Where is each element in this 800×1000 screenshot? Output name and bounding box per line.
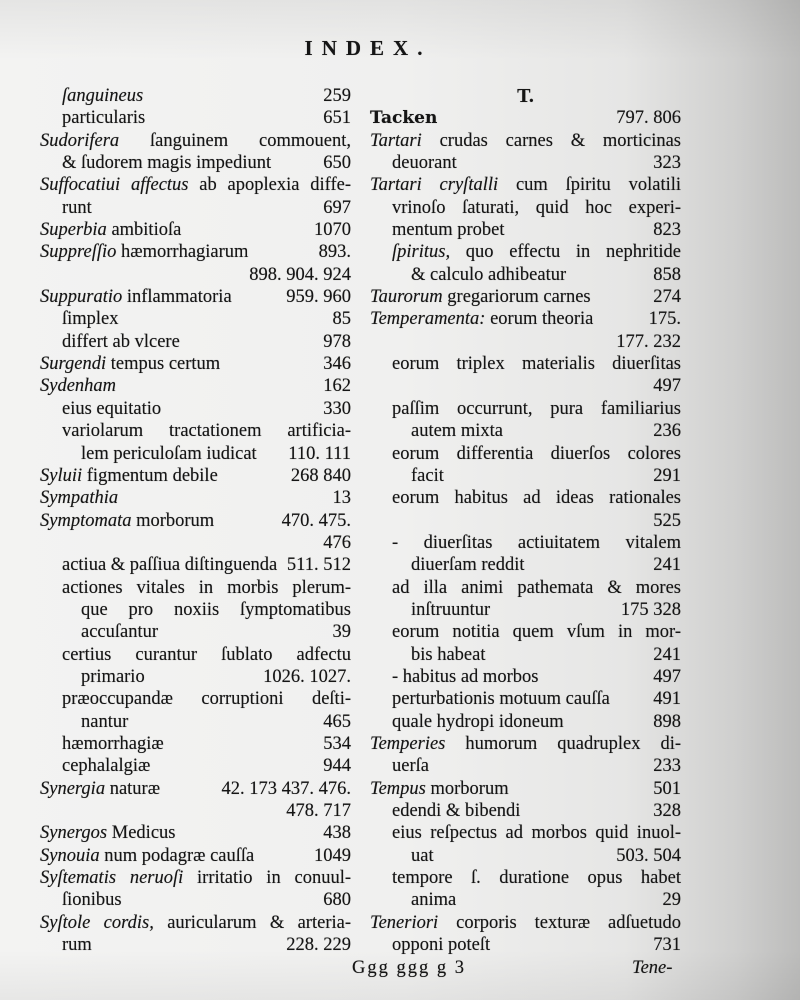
index-text: eorum habitus ad ideas rationales: [392, 488, 681, 509]
index-text: quo effectu in nephritide: [465, 242, 681, 263]
page-reference: 175 328: [620, 599, 681, 620]
page-reference: 162: [323, 376, 351, 397]
index-line: [40, 443, 351, 465]
index-text: eorum notitia quem vſum in mor-: [392, 622, 681, 643]
index-text: hæmorrhagiarum: [121, 242, 249, 263]
index-line: [370, 219, 681, 241]
index-line-wording: [40, 845, 254, 867]
index-headword: Temperies: [370, 733, 446, 754]
index-headword: Suppreſſio: [40, 242, 117, 263]
index-line-wording: [62, 197, 92, 219]
page-reference: 346: [323, 354, 351, 375]
index-text: - diuerſitas actiuitatem vitalem: [392, 532, 681, 553]
index-line-wording: [411, 599, 490, 621]
index-line: [370, 286, 681, 308]
index-line: [40, 308, 351, 330]
index-text: accuſantur: [81, 622, 159, 643]
index-line: [370, 666, 681, 688]
index-headword: Tartari cryſtalli: [370, 175, 499, 196]
page-reference: 330: [323, 398, 351, 419]
index-text: vrinoſo ſaturati, quid hoc experi-: [392, 197, 681, 218]
index-text: primario: [81, 666, 145, 687]
page-reference: 1026. 1027.: [263, 666, 351, 687]
index-line-wording: [81, 443, 257, 465]
index-line: [40, 465, 351, 487]
index-text: ſionibus: [62, 890, 122, 911]
index-line-wording: [411, 465, 444, 487]
index-line: [40, 934, 351, 956]
index-line: [40, 532, 351, 554]
index-headword: Sydenham: [40, 376, 117, 397]
index-text: rum: [62, 935, 92, 956]
page-reference: 478. 717: [286, 801, 351, 821]
page-reference: 259: [323, 86, 351, 106]
index-text: ſimplex: [62, 309, 119, 330]
index-headword: Superbia: [40, 220, 107, 241]
index-line-wording: [392, 688, 610, 710]
page-reference: 898: [653, 711, 681, 732]
page-reference: 241: [653, 644, 681, 665]
page-reference: 323: [653, 153, 681, 174]
index-line: [370, 934, 681, 956]
page-reference: 534: [323, 733, 351, 754]
page-reference: 651: [323, 108, 351, 129]
index-text: cum ſpiritu volatili: [515, 175, 682, 196]
index-text: tempore ſ. duratione opus habet: [392, 868, 681, 889]
index-headword: Synergia: [40, 778, 106, 799]
index-line: [370, 912, 681, 934]
index-line: [40, 733, 351, 755]
index-line: [370, 845, 681, 867]
index-line-wording: [411, 845, 434, 867]
index-line: [40, 554, 351, 576]
page-reference: 177. 232: [616, 331, 681, 352]
page-reference: 680: [323, 890, 351, 911]
page-reference: 731: [653, 935, 681, 956]
index-line: [40, 800, 351, 822]
index-headword: Tempus: [370, 778, 426, 799]
index-line-wording: [62, 107, 145, 129]
index-line: [370, 867, 681, 889]
index-headword: Syſtematis neruoſi: [40, 868, 184, 889]
index-text: actiua & paſſiua diſtinguenda: [62, 555, 278, 576]
index-text: eius reſpectus ad morbos quid inuol-: [392, 823, 681, 844]
index-line-wording: [62, 934, 92, 956]
index-line-wording: [392, 711, 564, 733]
index-line: [40, 577, 351, 599]
index-text: præoccupandæ corruptioni deſti-: [62, 689, 351, 710]
index-text: actiones vitales in morbis plerum-: [62, 577, 351, 598]
index-text: edendi & bibendi: [392, 801, 521, 821]
page-reference: 898. 904. 924: [249, 264, 351, 285]
index-line: [370, 152, 681, 174]
index-line-wording: [40, 286, 232, 308]
index-lines-right: [370, 107, 681, 956]
page-reference: 944: [323, 756, 351, 777]
index-text: - habitus ad morbos: [392, 666, 539, 687]
index-line: [40, 264, 351, 286]
index-headword: Suffocatiui affectus: [40, 175, 189, 196]
index-line-wording: [62, 331, 180, 353]
page-reference: 1049: [314, 845, 351, 866]
index-text: variolarum tractationem artificia-: [62, 421, 351, 442]
page-reference: 233: [653, 756, 681, 777]
index-line-wording: [411, 420, 503, 442]
index-line: [40, 912, 351, 934]
index-text: ambitioſa: [111, 220, 182, 241]
index-headword: Tartari: [370, 130, 422, 151]
index-line: [370, 577, 681, 599]
index-line-wording: [62, 554, 277, 576]
index-text: differt ab vlcere: [62, 331, 180, 352]
index-text: ad illa animi pathemata & mores: [392, 577, 681, 598]
index-text: & ſudorem magis impediunt: [62, 153, 272, 174]
index-line-wording: [62, 755, 150, 777]
page-reference: 858: [653, 264, 681, 285]
index-line-wording: [392, 666, 538, 688]
index-line-wording: [62, 85, 143, 107]
index-line-wording: [370, 107, 437, 129]
index-text: Medicus: [111, 823, 176, 844]
index-line: [40, 666, 351, 688]
catchword: Tene-: [632, 958, 673, 978]
index-text: gregariorum carnes: [447, 287, 591, 308]
index-line: [40, 130, 351, 152]
index-line: [370, 331, 681, 353]
page-reference: 465: [323, 711, 351, 732]
index-line-wording: [370, 778, 509, 800]
index-line-wording: [392, 800, 520, 822]
page-reference: 85: [332, 309, 351, 330]
index-line-wording: [62, 152, 271, 174]
index-line-wording: [40, 778, 160, 800]
index-line: [370, 889, 681, 911]
index-line-wording: [392, 934, 490, 956]
index-headword: Synouia: [40, 845, 100, 866]
index-text: auricularum & arteria-: [167, 912, 351, 933]
page-reference: 274: [653, 287, 681, 308]
index-headword: Teneriori: [370, 912, 439, 933]
index-line-wording: [81, 621, 158, 643]
index-text: lem periculoſam iudicat: [81, 443, 257, 464]
index-text: certius curantur ſublato adfectu: [62, 644, 351, 665]
index-line: [370, 308, 681, 330]
index-line: [40, 621, 351, 643]
index-line: [370, 532, 681, 554]
index-line: [40, 711, 351, 733]
index-text: nantur: [81, 711, 129, 732]
index-text: anima: [411, 890, 457, 911]
index-line: [370, 711, 681, 733]
page-reference: 110. 111: [288, 443, 351, 464]
index-text: eorum theoria: [490, 309, 594, 330]
index-text: perturbationis motuum cauſſa: [392, 689, 610, 710]
index-text: diuerſam reddit: [411, 555, 525, 576]
index-line-wording: [392, 152, 457, 174]
index-line: [370, 130, 681, 152]
index-headword: Temperamenta:: [370, 309, 486, 330]
index-column-right: [370, 85, 681, 956]
index-text: crudas carnes & morticinas: [439, 130, 682, 151]
index-text: deuorant: [392, 153, 457, 174]
page-reference: 497: [653, 666, 681, 687]
index-text: ſanguinem commouent,: [150, 130, 352, 151]
index-text: naturæ: [109, 778, 161, 799]
index-line-wording: [392, 755, 429, 777]
page-reference: 268 840: [290, 465, 351, 486]
index-line-wording: [40, 465, 218, 487]
index-line: [40, 174, 351, 196]
index-line-wording: [40, 353, 220, 375]
index-text: uerſa: [392, 756, 429, 777]
index-line: [40, 889, 351, 911]
index-line-wording: [81, 666, 145, 688]
index-line-wording: [370, 286, 591, 308]
index-line-wording: [411, 554, 525, 576]
index-line-wording: [62, 889, 122, 911]
index-lines-left: [40, 85, 351, 956]
page-reference: 13: [332, 488, 351, 509]
page-reference: 470. 475.: [281, 510, 351, 531]
index-text: & calculo adhibeatur: [411, 264, 567, 285]
index-line: [370, 755, 681, 777]
index-headword: Sympathia: [40, 488, 119, 509]
index-line: [370, 688, 681, 710]
page-reference: 175.: [648, 309, 681, 330]
index-line-wording: [392, 219, 505, 241]
index-line: [40, 219, 351, 241]
index-text: corporis texturæ adſuetudo: [456, 912, 681, 933]
page-reference: 511. 512: [286, 555, 351, 576]
index-headword: Suppuratio: [40, 287, 123, 308]
index-text: eorum differentia diuerſos colores: [392, 443, 681, 464]
index-line: [40, 107, 351, 129]
index-headword: Tacken: [370, 108, 438, 129]
page-reference: 503. 504: [616, 845, 681, 866]
index-line: [370, 487, 681, 509]
index-line: [40, 331, 351, 353]
index-line: [370, 353, 681, 375]
index-text: figmentum debile: [86, 465, 218, 486]
index-line-wording: [81, 711, 128, 733]
index-text: mentum probet: [392, 220, 505, 241]
index-line: [40, 845, 351, 867]
page-reference: 650: [323, 153, 351, 174]
index-text: runt: [62, 197, 92, 218]
index-text: inflammatoria: [126, 287, 232, 308]
index-line: [370, 375, 681, 397]
index-line: [40, 353, 351, 375]
page-reference: 1070: [314, 220, 351, 241]
section-letter-heading: T.: [517, 85, 534, 107]
index-line: [370, 644, 681, 666]
index-line-wording: [62, 308, 119, 330]
page-reference: 42. 173 437. 476.: [221, 778, 351, 799]
index-text: morborum: [430, 778, 509, 799]
index-line: [370, 174, 681, 196]
index-line: [370, 778, 681, 800]
index-line: [40, 197, 351, 219]
page-reference: 29: [662, 890, 681, 911]
page-reference: 228. 229: [286, 935, 351, 956]
index-line: [370, 241, 681, 263]
index-line: [40, 755, 351, 777]
index-line: [40, 688, 351, 710]
index-text: particularis: [62, 108, 146, 129]
index-line-wording: [40, 375, 116, 397]
index-headword: ſpiritus,: [392, 242, 451, 263]
page-reference: 797. 806: [616, 108, 681, 129]
index-text: quale hydropi idoneum: [392, 711, 564, 732]
index-line-wording: [370, 308, 593, 330]
index-line: [370, 599, 681, 621]
index-line-wording: [411, 889, 456, 911]
index-line-wording: [40, 241, 248, 263]
index-line: [370, 621, 681, 643]
index-line-wording: [40, 487, 118, 509]
index-line-wording: [411, 644, 486, 666]
page-reference: 823: [653, 220, 681, 241]
index-text: opponi poteſt: [392, 935, 491, 956]
index-line: [370, 197, 681, 219]
index-line: [370, 554, 681, 576]
page-reference: 497: [653, 376, 681, 397]
page-reference: 697: [323, 197, 351, 218]
index-line: [370, 822, 681, 844]
page-reference: 491: [653, 689, 681, 710]
index-text: morborum: [136, 510, 215, 531]
index-line: [370, 107, 681, 129]
index-line: [370, 800, 681, 822]
index-column-left: [40, 85, 351, 956]
index-line: [370, 465, 681, 487]
index-line: [40, 644, 351, 666]
index-line: [40, 85, 351, 107]
index-line: [40, 375, 351, 397]
index-headword: ſanguineus: [62, 86, 144, 106]
index-line: [40, 152, 351, 174]
index-headword: Taurorum: [370, 287, 443, 308]
index-line: [370, 264, 681, 286]
index-headword: Syluii: [40, 465, 83, 486]
index-text: paſſim occurrunt, pura familiarius: [392, 398, 681, 419]
index-text: hæmorrhagiæ: [62, 733, 164, 754]
index-text: bis habeat: [411, 644, 486, 665]
index-text: inſtruuntur: [411, 599, 491, 620]
index-text: cephalalgiæ: [62, 756, 151, 777]
index-headword: Surgendi: [40, 354, 107, 375]
page-reference: 978: [323, 331, 351, 352]
index-line: [370, 510, 681, 532]
index-line: [40, 510, 351, 532]
index-text: uat: [411, 845, 434, 866]
index-line-wording: [411, 264, 566, 286]
index-headword: Syſtole cordis,: [40, 912, 154, 933]
index-headword: Sudorifera: [40, 130, 120, 151]
index-text: humorum quadruplex di-: [465, 733, 681, 754]
page-reference: 525: [653, 510, 681, 531]
index-line: [40, 398, 351, 420]
index-line-wording: [40, 219, 181, 241]
index-line-wording: [40, 510, 214, 532]
index-line-wording: [62, 733, 164, 755]
index-line: [370, 420, 681, 442]
index-text: ab apoplexia diffe-: [199, 175, 352, 196]
index-line: [40, 867, 351, 889]
index-text: tempus certum: [110, 354, 221, 375]
index-text: que pro noxiis ſymptomatibus: [81, 599, 351, 620]
index-text: facit: [411, 465, 444, 486]
page-reference: 501: [653, 778, 681, 799]
index-line: [370, 443, 681, 465]
index-line: [40, 822, 351, 844]
index-text: autem mixta: [411, 421, 503, 442]
signature-mark: Ggg ggg g 3: [352, 958, 466, 978]
index-headword: Synergos: [40, 823, 108, 844]
index-line-wording: [40, 822, 175, 844]
index-text: num podagræ cauſſa: [104, 845, 255, 866]
index-line: [40, 286, 351, 308]
page-reference: 241: [653, 555, 681, 576]
index-text: eorum triplex materialis diuerſitas: [392, 354, 681, 375]
index-line: [370, 398, 681, 420]
page-reference: 236: [653, 421, 681, 442]
index-text: irritatio in conuul-: [197, 868, 351, 889]
index-line-wording: [62, 398, 161, 420]
page-reference: 328: [653, 801, 681, 821]
page-reference: 893.: [318, 242, 351, 263]
index-text: eius equitatio: [62, 398, 162, 419]
index-line: [40, 599, 351, 621]
index-headword: Symptomata: [40, 510, 132, 531]
page-reference: 39: [332, 622, 351, 643]
index-line: [40, 241, 351, 263]
index-line: [40, 487, 351, 509]
page-reference: 476: [323, 532, 351, 553]
page-reference: 438: [323, 823, 351, 844]
page-reference: 291: [653, 465, 681, 486]
running-head: INDEX.: [304, 36, 432, 60]
index-line: [370, 733, 681, 755]
index-line: [40, 420, 351, 442]
page-reference: 959. 960: [286, 287, 351, 308]
index-line: [40, 778, 351, 800]
